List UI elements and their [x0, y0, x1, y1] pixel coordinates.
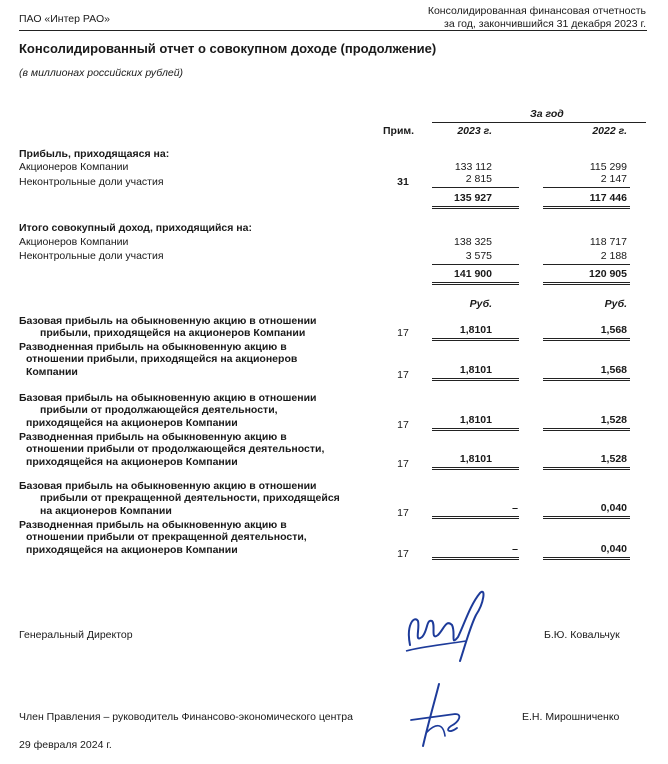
table-cell-note: 31 — [397, 176, 409, 188]
eps-row-label: отношении прибыли, приходящейся на акционеров — [26, 353, 298, 365]
eps-value-2023: – — [512, 543, 518, 555]
profit-section-heading: Прибыль, приходящаяся на: — [19, 148, 170, 160]
total-double-line — [432, 467, 519, 470]
eps-row-label: Базовая прибыль на обыкновенную акцию в отношении — [19, 315, 317, 327]
table-cell-note: 17 — [397, 548, 409, 560]
page-title: Консолидированный отчет о совокупном доходе (продолжение) — [19, 41, 437, 56]
eps-row-label: приходящейся на акционеров Компании — [26, 544, 238, 556]
eps-row-label: приходящейся на акционеров Компании — [26, 456, 238, 468]
eps-row-label: отношении прибыли от прекращенной деятельности, — [26, 531, 307, 543]
currency-2022: Руб. — [604, 298, 627, 310]
page-subtitle: (в миллионах российских рублей) — [19, 67, 184, 79]
eps-row-label: приходящейся на акционеров Компании — [26, 417, 238, 429]
eps-row-label: Разводненная прибыль на обыкновенную акцию в — [19, 341, 287, 353]
table-cell-2022: 118 717 — [589, 236, 627, 248]
table-cell-2023: 2 815 — [465, 173, 492, 185]
table-cell-note: 17 — [397, 327, 409, 339]
table-cell-note: 17 — [397, 458, 409, 470]
eps-value-2022: 1,568 — [600, 324, 627, 336]
eps-row-label: на акционеров Компании — [40, 505, 172, 517]
table-total-2023: 135 927 — [454, 192, 492, 204]
cfo-name: Е.Н. Мирошниченко — [522, 711, 620, 723]
total-double-line — [432, 206, 519, 209]
eps-value-2023: 1,8101 — [459, 414, 492, 426]
eps-value-2022: 0,040 — [600, 543, 627, 555]
column-2023-header: 2023 г. — [457, 125, 492, 137]
total-double-line — [543, 557, 630, 560]
total-double-line — [543, 338, 630, 341]
column-group-divider — [432, 122, 646, 123]
table-total-2022: 117 446 — [589, 192, 627, 204]
eps-row-label: отношении прибыли от продолжающейся деятельности, — [26, 443, 325, 455]
report-period: за год, закончившийся 31 декабря 2023 г. — [444, 18, 646, 30]
table-row-label: Акционеров Компании — [19, 236, 129, 248]
subtotal-line — [432, 187, 519, 188]
table-cell-2023: 3 575 — [465, 250, 492, 262]
table-cell-note: 17 — [397, 507, 409, 519]
table-cell-note: 17 — [397, 369, 409, 381]
total-double-line — [543, 282, 630, 285]
company-name: ПАО «Интер РАО» — [19, 13, 110, 25]
cfo-signature — [405, 680, 475, 752]
header-divider — [19, 30, 647, 31]
signing-date: 29 февраля 2024 г. — [19, 739, 112, 751]
total-double-line — [543, 516, 630, 519]
total-double-line — [432, 282, 519, 285]
column-note-header: Прим. — [383, 125, 415, 137]
table-row-label: Акционеров Компании — [19, 161, 129, 173]
eps-value-2023: 1,8101 — [459, 324, 492, 336]
comprehensive-section-heading: Итого совокупный доход, приходящийся на: — [19, 222, 252, 234]
eps-row-label: Компании — [26, 366, 78, 378]
total-double-line — [432, 378, 519, 381]
table-cell-note: 17 — [397, 419, 409, 431]
column-2022-header: 2022 г. — [592, 125, 627, 137]
total-double-line — [432, 516, 519, 519]
table-row-label: Неконтрольные доли участия — [19, 250, 164, 262]
table-cell-2022: 2 188 — [600, 250, 627, 262]
eps-value-2023: 1,8101 — [459, 364, 492, 376]
eps-row-label: Разводненная прибыль на обыкновенную акцию в — [19, 431, 287, 443]
table-cell-2023: 138 325 — [454, 236, 492, 248]
ceo-signature — [400, 585, 500, 665]
total-double-line — [543, 206, 630, 209]
eps-value-2022: 0,040 — [600, 502, 627, 514]
eps-value-2022: 1,528 — [600, 414, 627, 426]
eps-row-label: прибыли от прекращенной деятельности, приходящейся — [40, 492, 340, 504]
ceo-title: Генеральный Директор — [19, 629, 133, 641]
eps-value-2022: 1,568 — [600, 364, 627, 376]
table-cell-2022: 2 147 — [600, 173, 627, 185]
column-group-label: За год — [530, 108, 564, 120]
table-cell-2022: 115 299 — [589, 161, 627, 173]
total-double-line — [543, 467, 630, 470]
table-cell-2023: 133 112 — [454, 161, 492, 173]
cfo-title: Член Правления – руководитель Финансово-экономического центра — [19, 711, 353, 723]
subtotal-line — [543, 264, 630, 265]
eps-row-label: Базовая прибыль на обыкновенную акцию в отношении — [19, 480, 317, 492]
table-total-2023: 141 900 — [454, 268, 492, 280]
currency-2023: Руб. — [469, 298, 492, 310]
subtotal-line — [543, 187, 630, 188]
table-row-label: Неконтрольные доли участия — [19, 176, 164, 188]
subtotal-line — [432, 264, 519, 265]
eps-row-label: прибыли, приходящейся на акционеров Компании — [40, 327, 306, 339]
total-double-line — [543, 428, 630, 431]
eps-value-2023: – — [512, 502, 518, 514]
ceo-name: Б.Ю. Ковальчук — [544, 629, 620, 641]
eps-row-label: Базовая прибыль на обыкновенную акцию в отношении — [19, 392, 317, 404]
total-double-line — [432, 557, 519, 560]
total-double-line — [432, 338, 519, 341]
eps-row-label: прибыли от продолжающейся деятельности, — [40, 404, 278, 416]
eps-value-2023: 1,8101 — [459, 453, 492, 465]
report-type: Консолидированная финансовая отчетность — [427, 5, 646, 17]
table-total-2022: 120 905 — [589, 268, 627, 280]
eps-value-2022: 1,528 — [600, 453, 627, 465]
total-double-line — [543, 378, 630, 381]
total-double-line — [432, 428, 519, 431]
eps-row-label: Разводненная прибыль на обыкновенную акцию в — [19, 519, 287, 531]
